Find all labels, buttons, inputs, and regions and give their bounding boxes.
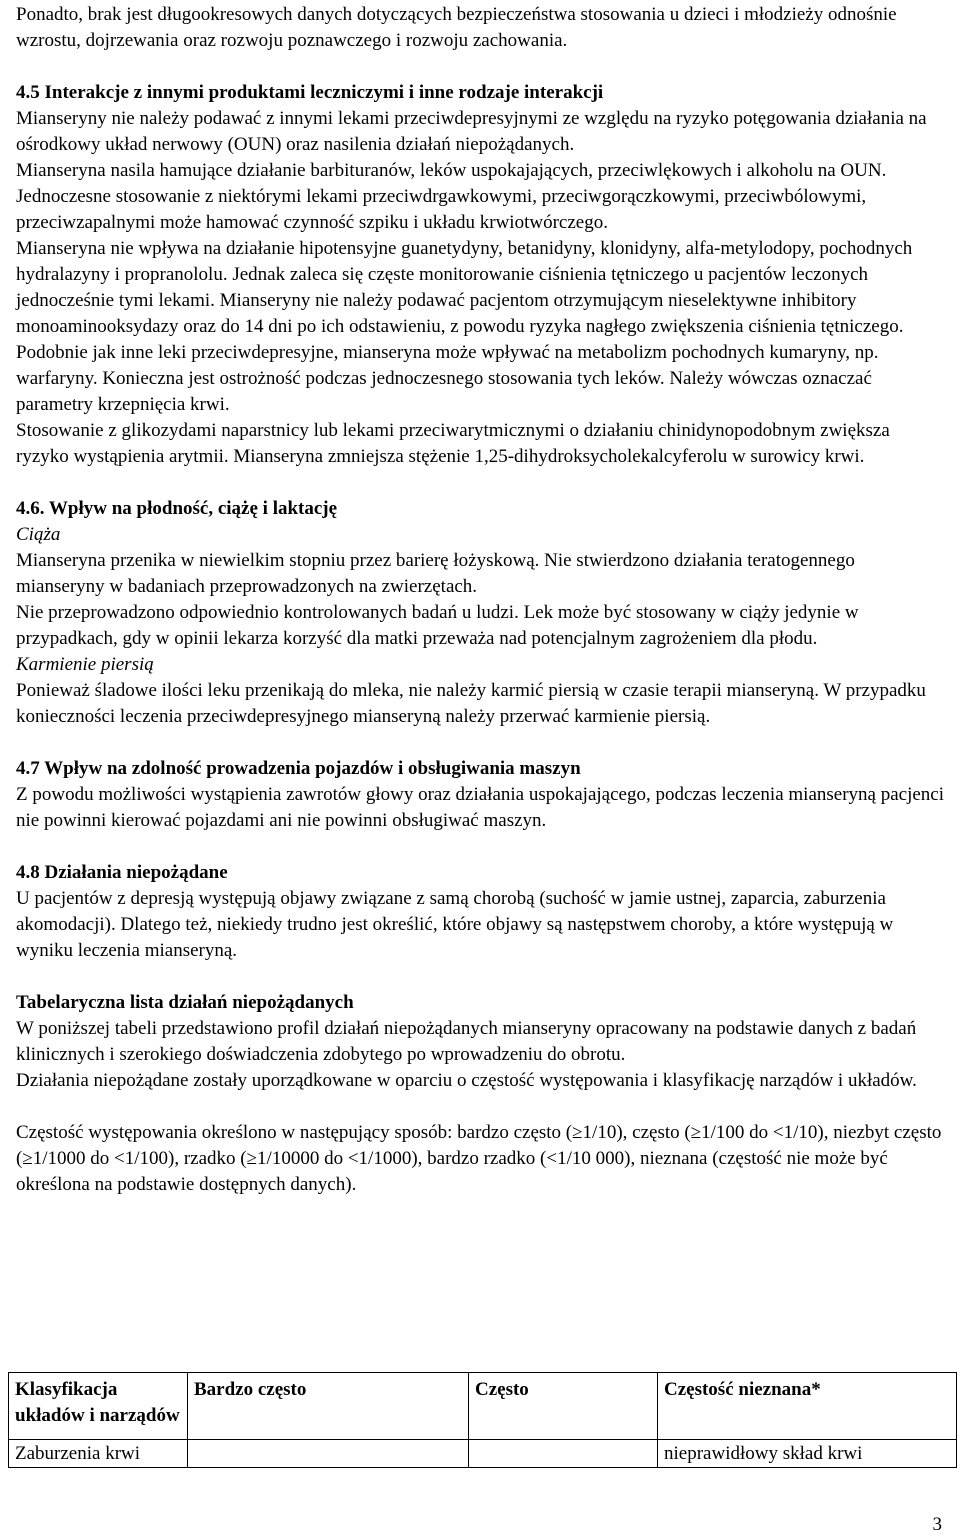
section-4-7 (16, 756, 944, 834)
table-cell: Zaburzenia krwi (9, 1440, 188, 1468)
paragraph: W poniższej tabeli przedstawiono profil działań niepożądanych mianseryny opracowany na podstawie danych z badań klinicznych i szerokiego doświadczenia zdobytego po wprowadzeniu do obrotu. (16, 1018, 917, 1065)
column-header: Częstość nieznana* (658, 1373, 957, 1440)
column-header: Często (469, 1373, 658, 1440)
table-cell: nieprawidłowy skład krwi (658, 1440, 957, 1468)
paragraph: Nie przeprowadzono odpowiednio kontrolowanych badań u ludzi. Lek może być stosowany w ciąży jedynie w przypadkach, gdy w opinii lekarza korzyść dla matki przeważa nad potencjalnym zagrożeniem dla płodu. (16, 602, 859, 649)
paragraph: Z powodu możliwości wystąpienia zawrotów głowy oraz działania uspokajającego, podczas leczenia mianseryną pacjenci nie powinni kierować pojazdami ani nie powinni obsługiwać maszyn. (16, 784, 945, 831)
paragraph: Mianseryna przenika w niewielkim stopniu przez barierę łożyskową. Nie stwierdzono działania teratogennego mianseryny w badaniach przeprowadzonych na zwierzętach. (16, 550, 855, 597)
table-cell (188, 1440, 469, 1468)
section-4-6 (16, 496, 944, 730)
table-header-row (9, 1373, 957, 1440)
section-4-7-heading: 4.7 Wpływ na zdolność prowadzenia pojazdów i obsługiwania maszyn (16, 758, 581, 779)
frequency-paragraph: Częstość występowania określono w następujący sposób: bardzo często (≥1/10), często (≥1/100 do <1/10), niezbyt często (≥1/1000 do <1/100), rzadko (≥1/10000 do <1/1000), bardzo rzadko (<1/10 000), nieznana (częstość nie może być określona na podstawie dostępnych danych). (16, 1122, 942, 1195)
paragraph: Jednoczesne stosowanie z niektórymi lekami przeciwdrgawkowymi, przeciwgorączkowymi, przeciwbólowymi, przeciwzapalnymi może hamować czynność szpiku i układu krwiotwórczego. (16, 186, 867, 233)
paragraph: Mianseryna nie wpływa na działanie hipotensyjne guanetydyny, betanidyny, klonidyny, alfa-metylodopy, pochodnych hydralazyny i propranololu. Jednak zaleca się częste monitorowanie ciśnienia tętniczego u pacjentów leczonych jednocześnie tymi lekami. Mianseryny nie należy podawać pacjentom otrzymującym nieselektywne inhibitory monoaminooksydazy oraz do 14 dni po ich odstawieniu, z powodu ryzyka nagłego zwiększenia ciśnienia tętniczego. (16, 238, 913, 337)
paragraph: U pacjentów z depresją występują objawy związane z samą chorobą (suchość w jamie ustnej, zaparcia, zaburzenia akomodacji). Dlatego też, niekiedy trudno jest określić, które objawy są następstwem choroby, a które występują w wyniku leczenia mianseryną. (16, 888, 894, 961)
paragraph: Podobnie jak inne leki przeciwdepresyjne, mianseryna może wpływać na metabolizm pochodnych kumaryny, np. warfaryny. Konieczna jest ostrożność podczas jednoczesnego stosowania tych leków. Należy wówczas oznaczać parametry krzepnięcia krwi. (16, 342, 879, 415)
section-4-8-heading: 4.8 Działania niepożądane (16, 862, 228, 883)
paragraph: Działania niepożądane zostały uporządkowane w oparciu o częstość występowania i klasyfikację narządów i układów. (16, 1070, 917, 1091)
section-4-5-heading: 4.5 Interakcje z innymi produktami leczniczymi i inne rodzaje interakcji (16, 82, 604, 103)
paragraph: Mianseryna nasila hamujące działanie barbituranów, leków uspokajających, przeciwlękowych i alkoholu na OUN. (16, 160, 887, 181)
table-cell (469, 1440, 658, 1468)
column-header: Bardzo często (188, 1373, 469, 1440)
breastfeeding-subheading: Karmienie piersią (16, 654, 154, 675)
table-row (9, 1440, 957, 1468)
section-4-5 (16, 80, 944, 470)
intro-paragraph: Ponadto, brak jest długookresowych danych dotyczących bezpieczeństwa stosowania u dzieci i młodzieży odnośnie wzrostu, dojrzewania oraz rozwoju poznawczego i rozwoju zachowania. (16, 4, 897, 51)
section-4-8 (16, 860, 944, 964)
tabular-section (16, 990, 944, 1198)
column-header: Klasyfikacja układów i narządów (9, 1373, 188, 1440)
adverse-reactions-table (8, 1372, 957, 1468)
paragraph: Ponieważ śladowe ilości leku przenikają do mleka, nie należy karmić piersią w czasie terapii mianseryną. W przypadku konieczności leczenia przeciwdepresyjnego mianseryną należy przerwać karmienie piersią. (16, 680, 926, 727)
section-4-6-heading: 4.6. Wpływ na płodność, ciążę i laktację (16, 498, 338, 519)
pregnancy-subheading: Ciąża (16, 524, 61, 545)
paragraph: Stosowanie z glikozydami naparstnicy lub lekami przeciwarytmicznymi o działaniu chinidynopodobnym zwiększa ryzyko wystąpienia arytmii. Mianseryna zmniejsza stężenie 1,25-dihydroksycholekalcyferolu w surowicy krwi. (16, 420, 890, 467)
tabular-heading: Tabelaryczna lista działań niepożądanych (16, 992, 354, 1013)
page-number: 3 (932, 1514, 942, 1535)
paragraph: Mianseryny nie należy podawać z innymi lekami przeciwdepresyjnymi ze względu na ryzyko potęgowania działania na ośrodkowy układ nerwowy (OUN) oraz nasilenia działań niepożądanych. (16, 108, 927, 155)
